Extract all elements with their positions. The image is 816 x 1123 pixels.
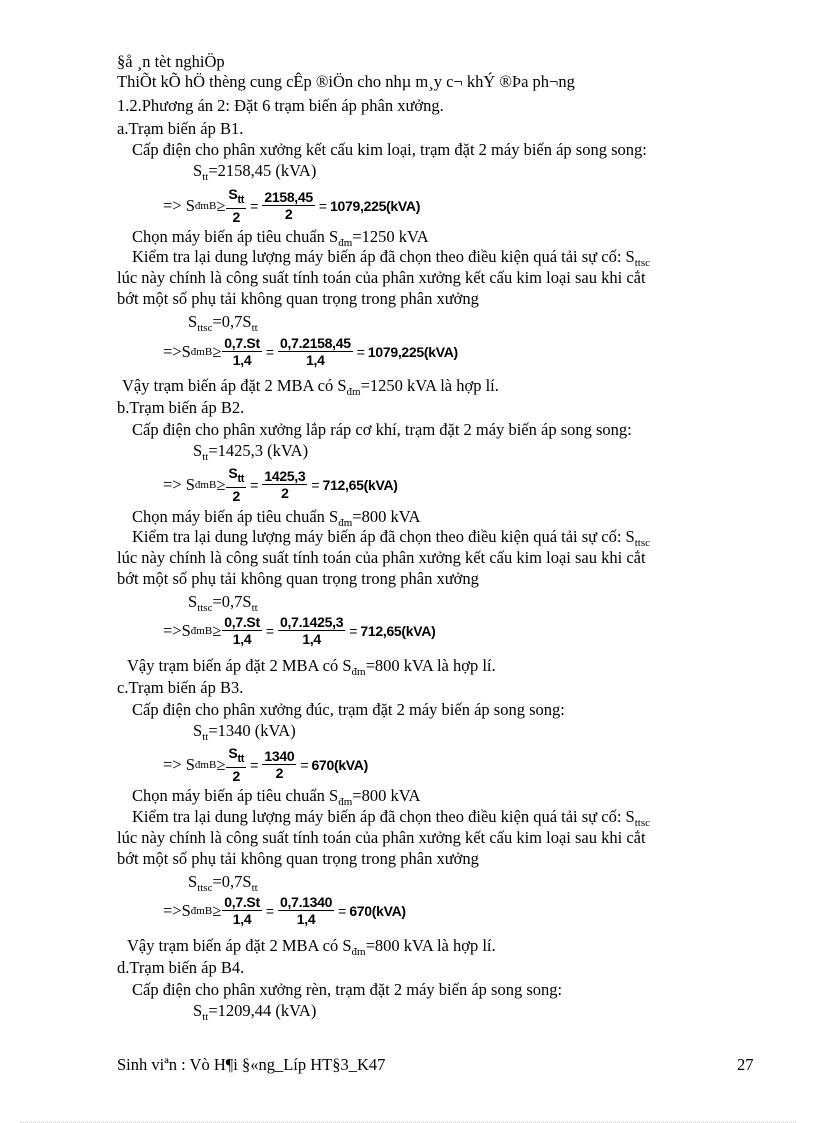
- b1-title: a.Trạm biến áp B1.: [117, 119, 244, 138]
- header-line-2: ThiÕt kÕ hÖ thèng cung cÊp ®iÖn cho nhµ m¸y c¬ khÝ ®Þa ph¬ng: [117, 72, 575, 91]
- b4-desc: Cấp điện cho phân xưởng rèn, trạm đặt 2 máy biến áp song song:: [132, 980, 563, 999]
- b3-desc: Cấp điện cho phân xưởng đúc, trạm đặt 2 máy biến áp song song:: [132, 700, 565, 719]
- page-number: 27: [737, 1055, 754, 1074]
- b1-check-2: lúc này chính là công suất tính toán của phân xưởng kết cấu kim loại sau khi cắt: [117, 268, 646, 287]
- header-line-1: §å ¸n tèt nghiÖp: [117, 52, 225, 71]
- b3-stt: $S_{tt}=1340$ (kVA): [193, 721, 296, 743]
- b2-sttsc: $S_{ttsc}=0,7S_{tt}$: [188, 592, 258, 614]
- b2-title: b.Trạm biến áp B2.: [117, 398, 245, 417]
- b1-formula-1: => S đmB ≥ $\frac{S_{tt}}{2}$ = $\frac{2158,45}{2}$ = 1079,225(kVA): [163, 186, 421, 225]
- section-title: 1.2.Phương án 2: Đặt 6 trạm biến áp phân xưởng.: [117, 96, 444, 115]
- b3-check-3: bớt một số phụ tải không quan trọng trong phân xưởng: [117, 849, 479, 868]
- b2-check-2: lúc này chính là công suất tính toán của phân xưởng kết cấu kim loại sau khi cắt: [117, 548, 646, 567]
- b3-conclusion: Vậy trạm biến áp đặt 2 MBA có $S_{đm}=800$ kVA là hợp lí.: [127, 936, 496, 958]
- b1-stt: $S_{tt}=2158,45$ (kVA): [193, 161, 317, 183]
- b3-formula-1: => S đmB ≥ $\frac{S_{tt}}{2}$ = $\frac{1340}{2}$ = 670(kVA): [163, 745, 368, 784]
- b2-desc: Cấp điện cho phân xưởng lắp ráp cơ khí, trạm đặt 2 máy biến áp song song:: [132, 420, 632, 439]
- b1-desc: Cấp điện cho phân xưởng kết cấu kim loại, trạm đặt 2 máy biến áp song song:: [132, 140, 647, 159]
- b2-conclusion: Vậy trạm biến áp đặt 2 MBA có $S_{đm}=800$ kVA là hợp lí.: [127, 656, 496, 678]
- b3-sttsc: $S_{ttsc}=0,7S_{tt}$: [188, 872, 258, 894]
- b2-formula-1: => S đmB ≥ $\frac{S_{tt}}{2}$ = $\frac{1425,3}{2}$ = 712,65(kVA): [163, 465, 398, 504]
- b1-check-3: bớt một số phụ tải không quan trọng trong phân xưởng: [117, 289, 479, 308]
- b2-formula-2: =>S đmB ≥ $\frac{0,7.St}{1,4}$ = $\frac{0,7.1425,3}{1,4}$ = 712,65(kVA): [163, 614, 436, 647]
- b3-formula-2: =>S đmB ≥ $\frac{0,7.St}{1,4}$ = $\frac{0,7.1340}{1,4}$ = 670(kVA): [163, 894, 406, 927]
- b2-check-1: Kiểm tra lại dung lượng máy biến áp đã chọn theo điều kiện quá tải sự cố: $S_{ttsc}$: [132, 527, 650, 549]
- footer-author: Sinh viªn : Vò H¶i §«ng_Líp HT§3_K47: [117, 1055, 386, 1074]
- b3-check-2: lúc này chính là công suất tính toán của phân xưởng kết cấu kim loại sau khi cắt: [117, 828, 646, 847]
- b4-title: d.Trạm biến áp B4.: [117, 958, 245, 977]
- b1-choose: Chọn máy biến áp tiêu chuẩn $S_{đm}=1250$ kVA: [132, 227, 429, 249]
- b1-sttsc: $S_{ttsc}=0,7S_{tt}$: [188, 312, 258, 334]
- b2-choose: Chọn máy biến áp tiêu chuẩn $S_{đm}=800$ kVA: [132, 507, 421, 529]
- b1-check-1: Kiểm tra lại dung lượng máy biến áp đã chọn theo điều kiện quá tải sự cố: $S_{ttsc}$: [132, 247, 650, 269]
- b1-formula-2: =>S đmB ≥ $\frac{0,7.St}{1,4}$ = $\frac{0,7.2158,45}{1,4}$ = 1079,225(kVA): [163, 335, 458, 368]
- b3-title: c.Trạm biến áp B3.: [117, 678, 244, 697]
- b4-stt: $S_{tt}=1209,44$ (kVA): [193, 1001, 317, 1023]
- b3-check-1: Kiểm tra lại dung lượng máy biến áp đã chọn theo điều kiện quá tải sự cố: $S_{ttsc}$: [132, 807, 650, 829]
- b3-choose: Chọn máy biến áp tiêu chuẩn $S_{đm}=800$ kVA: [132, 786, 421, 808]
- b2-check-3: bớt một số phụ tải không quan trọng trong phân xưởng: [117, 569, 479, 588]
- b1-conclusion: Vậy trạm biến áp đặt 2 MBA có $S_{đm}=1250$ kVA là hợp lí.: [122, 376, 499, 398]
- b2-stt: $S_{tt}=1425,3$ (kVA): [193, 441, 309, 463]
